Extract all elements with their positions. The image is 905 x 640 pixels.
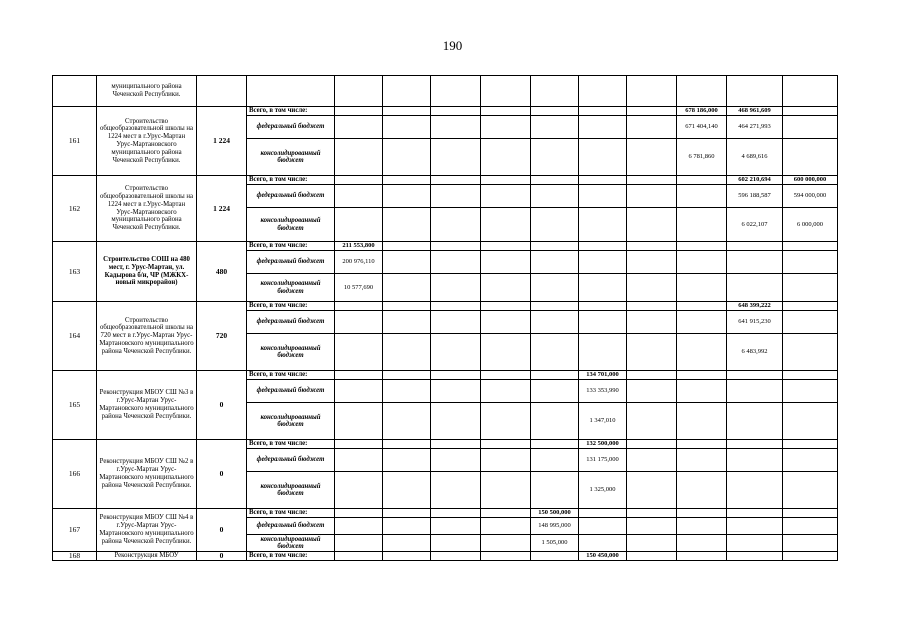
value-cell [627, 139, 677, 176]
row-number: 167 [53, 509, 97, 552]
value-cell [677, 185, 727, 208]
value-cell [335, 107, 383, 116]
value-cell [677, 274, 727, 302]
capacity: 720 [197, 302, 247, 371]
value-cell [383, 176, 431, 185]
value-cell [727, 518, 783, 535]
value-cell [481, 440, 531, 449]
funding-type: федеральный бюджет [247, 518, 335, 535]
value-cell [531, 242, 579, 251]
value-cell: 641 915,230 [727, 311, 783, 334]
value-cell: 6 000,000 [783, 208, 838, 242]
value-cell [627, 552, 677, 561]
value-cell [383, 76, 431, 107]
capacity: 0 [197, 371, 247, 440]
value-cell [579, 518, 627, 535]
value-cell [579, 334, 627, 371]
row-number: 168 [53, 552, 97, 561]
value-cell [727, 472, 783, 509]
value-cell [531, 380, 579, 403]
value-cell [431, 302, 481, 311]
value-cell [579, 139, 627, 176]
value-cell [783, 449, 838, 472]
value-cell [481, 380, 531, 403]
value-cell [481, 403, 531, 440]
object-name: Строительство СОШ на 480 мест, г. Урус-Мартан, ул. Кадырова б/н, ЧР (МЖКХ- новый микрорайон) [97, 242, 197, 302]
value-cell [531, 185, 579, 208]
value-cell [335, 535, 383, 552]
value-cell [677, 311, 727, 334]
value-cell [481, 302, 531, 311]
value-cell [677, 440, 727, 449]
funding-type: консолидированный бюджет [247, 403, 335, 440]
value-cell [531, 76, 579, 107]
value-cell [383, 107, 431, 116]
value-cell [431, 107, 481, 116]
value-cell [481, 518, 531, 535]
row-number: 163 [53, 242, 97, 302]
value-cell [531, 449, 579, 472]
value-cell [627, 242, 677, 251]
value-cell [579, 311, 627, 334]
value-cell [481, 274, 531, 302]
value-cell [627, 509, 677, 518]
value-cell [481, 449, 531, 472]
value-cell [783, 251, 838, 274]
value-cell: 150 500,000 [531, 509, 579, 518]
value-cell: 602 210,694 [727, 176, 783, 185]
row-number: 166 [53, 440, 97, 509]
value-cell [579, 535, 627, 552]
value-cell [335, 302, 383, 311]
value-cell [383, 311, 431, 334]
value-cell [531, 552, 579, 561]
value-cell [481, 116, 531, 139]
value-cell [677, 380, 727, 403]
value-cell [383, 185, 431, 208]
value-cell: 594 000,000 [783, 185, 838, 208]
funding-type: Всего, в том числе: [247, 302, 335, 311]
value-cell [431, 274, 481, 302]
value-cell [783, 334, 838, 371]
value-cell [431, 116, 481, 139]
value-cell [481, 185, 531, 208]
value-cell: 200 976,110 [335, 251, 383, 274]
value-cell [531, 472, 579, 509]
funding-type: Всего, в том числе: [247, 552, 335, 561]
value-cell [579, 274, 627, 302]
value-cell [579, 251, 627, 274]
value-cell [627, 535, 677, 552]
value-cell [783, 371, 838, 380]
value-cell [431, 208, 481, 242]
value-cell [531, 302, 579, 311]
value-cell [531, 371, 579, 380]
value-cell [783, 440, 838, 449]
value-cell [579, 116, 627, 139]
value-cell [627, 518, 677, 535]
row-number: 161 [53, 107, 97, 176]
value-cell [383, 472, 431, 509]
value-cell [531, 116, 579, 139]
value-cell [383, 552, 431, 561]
value-cell [383, 139, 431, 176]
value-cell [531, 311, 579, 334]
value-cell: 596 188,587 [727, 185, 783, 208]
value-cell [727, 242, 783, 251]
value-cell [627, 302, 677, 311]
value-cell [383, 116, 431, 139]
table-row [53, 242, 838, 251]
value-cell [383, 449, 431, 472]
value-cell [677, 176, 727, 185]
value-cell: 468 961,609 [727, 107, 783, 116]
value-cell [783, 107, 838, 116]
value-cell [431, 380, 481, 403]
value-cell [481, 371, 531, 380]
value-cell [335, 139, 383, 176]
value-cell [677, 403, 727, 440]
table-row [53, 107, 838, 116]
value-cell [783, 302, 838, 311]
value-cell [431, 334, 481, 371]
value-cell [727, 274, 783, 302]
value-cell [481, 76, 531, 107]
value-cell: 6 022,107 [727, 208, 783, 242]
value-cell [431, 371, 481, 380]
value-cell [383, 380, 431, 403]
value-cell [481, 176, 531, 185]
value-cell [481, 242, 531, 251]
value-cell [783, 76, 838, 107]
value-cell [481, 509, 531, 518]
value-cell: 1 505,000 [531, 535, 579, 552]
value-cell: 600 000,000 [783, 176, 838, 185]
value-cell [335, 76, 383, 107]
value-cell [627, 371, 677, 380]
capacity: 1 224 [197, 176, 247, 242]
value-cell: 10 577,690 [335, 274, 383, 302]
funding-type: федеральный бюджет [247, 251, 335, 274]
value-cell [431, 242, 481, 251]
value-cell [783, 552, 838, 561]
value-cell [481, 139, 531, 176]
funding-type: федеральный бюджет [247, 116, 335, 139]
value-cell [335, 185, 383, 208]
value-cell [579, 208, 627, 242]
value-cell [431, 535, 481, 552]
value-cell [677, 334, 727, 371]
value-cell [677, 518, 727, 535]
value-cell [783, 311, 838, 334]
funding-type: Всего, в том числе: [247, 509, 335, 518]
funding-type: консолидированный бюджет [247, 334, 335, 371]
funding-type: консолидированный бюджет [247, 535, 335, 552]
value-cell [579, 185, 627, 208]
value-cell [627, 274, 677, 302]
value-cell: 1 347,010 [579, 403, 627, 440]
value-cell [783, 518, 838, 535]
value-cell [727, 403, 783, 440]
value-cell [783, 509, 838, 518]
table-row [53, 371, 838, 380]
row-number: 162 [53, 176, 97, 242]
value-cell [531, 403, 579, 440]
value-cell [727, 440, 783, 449]
value-cell [247, 76, 335, 107]
object-name: Строительство общеобразовательной школы на 720 мест в г.Урус-Мартан Урус-Мартановского муниципального района Чеченской Республики. [97, 302, 197, 371]
value-cell [335, 176, 383, 185]
value-cell: 150 450,000 [579, 552, 627, 561]
value-cell: 1 325,000 [579, 472, 627, 509]
row-number: 165 [53, 371, 97, 440]
value-cell [783, 116, 838, 139]
value-cell [531, 107, 579, 116]
value-cell [627, 208, 677, 242]
value-cell [383, 518, 431, 535]
value-cell [677, 509, 727, 518]
value-cell [431, 552, 481, 561]
object-name: Реконструкция МБОУ СШ №3 в г.Урус-Мартан Урус-Мартановского муниципального района Чеченской Республики. [97, 371, 197, 440]
value-cell [481, 107, 531, 116]
value-cell [335, 371, 383, 380]
capacity: 0 [197, 440, 247, 509]
funding-type: консолидированный бюджет [247, 208, 335, 242]
row-number [53, 76, 97, 107]
value-cell: 671 404,140 [677, 116, 727, 139]
capacity: 480 [197, 242, 247, 302]
value-cell [431, 449, 481, 472]
object-name: Строительство общеобразовательной школы на 1224 мест в г.Урус-Мартан Урус-Мартановского муниципального района Чеченской Республики. [97, 107, 197, 176]
value-cell [335, 518, 383, 535]
value-cell [783, 380, 838, 403]
value-cell: 678 186,000 [677, 107, 727, 116]
value-cell [677, 371, 727, 380]
value-cell [627, 449, 677, 472]
funding-type: федеральный бюджет [247, 449, 335, 472]
value-cell [677, 251, 727, 274]
value-cell [627, 176, 677, 185]
value-cell: 132 500,000 [579, 440, 627, 449]
value-cell [383, 403, 431, 440]
value-cell [431, 251, 481, 274]
table-row [53, 440, 838, 449]
value-cell [727, 251, 783, 274]
value-cell [531, 274, 579, 302]
table-row [53, 552, 838, 561]
value-cell: 134 701,000 [579, 371, 627, 380]
value-cell [783, 274, 838, 302]
value-cell [783, 472, 838, 509]
value-cell [383, 509, 431, 518]
value-cell [431, 472, 481, 509]
value-cell [481, 552, 531, 561]
object-name: Реконструкция МБОУ СШ №2 в г.Урус-Мартан Урус-Мартановского муниципального района Чеченской Республики. [97, 440, 197, 509]
funding-type: федеральный бюджет [247, 380, 335, 403]
value-cell [579, 107, 627, 116]
capacity: 1 224 [197, 107, 247, 176]
value-cell: 648 399,222 [727, 302, 783, 311]
value-cell [383, 334, 431, 371]
value-cell [727, 380, 783, 403]
value-cell [335, 380, 383, 403]
value-cell: 131 175,000 [579, 449, 627, 472]
funding-type: федеральный бюджет [247, 311, 335, 334]
value-cell [481, 251, 531, 274]
object-name: Строительство общеобразовательной школы на 1224 мест в г.Урус-Мартан Урус-Мартановского муниципального района Чеченской Республики. [97, 176, 197, 242]
value-cell: 6 781,860 [677, 139, 727, 176]
value-cell [677, 76, 727, 107]
value-cell [335, 552, 383, 561]
funding-type: федеральный бюджет [247, 185, 335, 208]
value-cell [677, 302, 727, 311]
value-cell [383, 371, 431, 380]
value-cell [727, 371, 783, 380]
value-cell [627, 334, 677, 371]
value-cell [783, 535, 838, 552]
value-cell [335, 472, 383, 509]
value-cell [431, 518, 481, 535]
value-cell [481, 472, 531, 509]
value-cell [783, 242, 838, 251]
value-cell [335, 116, 383, 139]
value-cell [481, 334, 531, 371]
value-cell: 133 353,990 [579, 380, 627, 403]
value-cell [783, 403, 838, 440]
value-cell [579, 242, 627, 251]
budget-table [52, 75, 838, 561]
value-cell [383, 208, 431, 242]
funding-type: Всего, в том числе: [247, 440, 335, 449]
value-cell [579, 302, 627, 311]
value-cell [335, 449, 383, 472]
value-cell: 464 271,993 [727, 116, 783, 139]
funding-type: Всего, в том числе: [247, 371, 335, 380]
value-cell [481, 311, 531, 334]
value-cell [335, 334, 383, 371]
value-cell [431, 176, 481, 185]
value-cell [383, 302, 431, 311]
value-cell [727, 552, 783, 561]
value-cell [579, 176, 627, 185]
value-cell [727, 76, 783, 107]
value-cell [677, 242, 727, 251]
value-cell [627, 76, 677, 107]
value-cell [627, 380, 677, 403]
value-cell [677, 535, 727, 552]
table-row [53, 76, 838, 107]
value-cell [431, 403, 481, 440]
value-cell [627, 107, 677, 116]
value-cell [727, 449, 783, 472]
value-cell [431, 509, 481, 518]
value-cell [431, 440, 481, 449]
value-cell [383, 274, 431, 302]
capacity: 0 [197, 552, 247, 561]
value-cell [627, 403, 677, 440]
value-cell [383, 440, 431, 449]
value-cell [677, 552, 727, 561]
value-cell [627, 440, 677, 449]
value-cell [727, 535, 783, 552]
page-number: 190 [442, 38, 463, 53]
value-cell [431, 76, 481, 107]
value-cell: 4 689,616 [727, 139, 783, 176]
object-name: Реконструкция МБОУ [97, 552, 197, 561]
value-cell [481, 208, 531, 242]
value-cell [579, 509, 627, 518]
value-cell [431, 311, 481, 334]
value-cell [579, 76, 627, 107]
value-cell: 148 995,000 [531, 518, 579, 535]
value-cell [627, 472, 677, 509]
value-cell [783, 139, 838, 176]
value-cell: 211 553,800 [335, 242, 383, 251]
value-cell [531, 251, 579, 274]
value-cell [627, 116, 677, 139]
value-cell [383, 535, 431, 552]
funding-type: консолидированный бюджет [247, 274, 335, 302]
value-cell [335, 311, 383, 334]
value-cell [531, 139, 579, 176]
value-cell [627, 251, 677, 274]
value-cell [431, 185, 481, 208]
value-cell [677, 208, 727, 242]
value-cell: 6 483,992 [727, 334, 783, 371]
value-cell [335, 440, 383, 449]
value-cell [335, 403, 383, 440]
funding-type: консолидированный бюджет [247, 472, 335, 509]
object-name: муниципального района Чеченской Республики. [97, 76, 197, 107]
value-cell [627, 311, 677, 334]
value-cell [677, 472, 727, 509]
table-row [53, 176, 838, 185]
table-row [53, 509, 838, 518]
value-cell [383, 242, 431, 251]
value-cell [481, 535, 531, 552]
value-cell [627, 185, 677, 208]
table-row [53, 302, 838, 311]
funding-type: консолидированный бюджет [247, 139, 335, 176]
value-cell [431, 139, 481, 176]
value-cell [335, 208, 383, 242]
value-cell [531, 176, 579, 185]
object-name: Реконструкция МБОУ СШ №4 в г.Урус-Мартан Урус-Мартановского муниципального района Чеченской Республики. [97, 509, 197, 552]
value-cell [677, 449, 727, 472]
value-cell [197, 76, 247, 107]
value-cell [383, 251, 431, 274]
funding-type: Всего, в том числе: [247, 107, 335, 116]
row-number: 164 [53, 302, 97, 371]
value-cell [531, 440, 579, 449]
funding-type: Всего, в том числе: [247, 242, 335, 251]
value-cell [531, 208, 579, 242]
capacity: 0 [197, 509, 247, 552]
value-cell [335, 509, 383, 518]
value-cell [531, 334, 579, 371]
funding-type: Всего, в том числе: [247, 176, 335, 185]
value-cell [727, 509, 783, 518]
